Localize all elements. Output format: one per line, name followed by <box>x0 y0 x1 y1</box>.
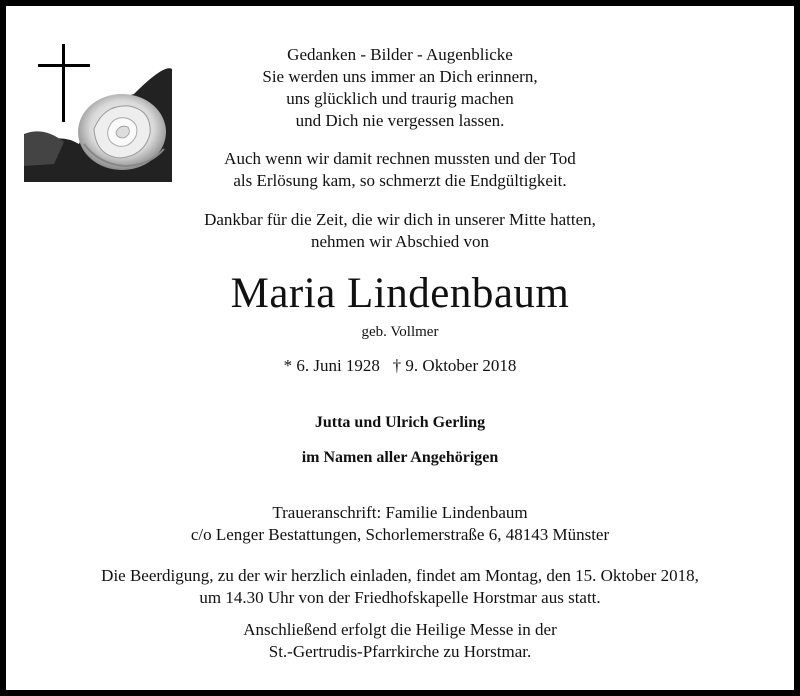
verse-line: und Dich nie vergessen lassen. <box>295 111 505 130</box>
mourners-on-behalf: im Namen aller Angehörigen <box>301 449 499 466</box>
address-line: Traueranschrift: Familie Lindenbaum <box>272 503 528 522</box>
verse-line: Gedanken - Bilder - Augenblicke <box>287 45 513 64</box>
text-line: Auch wenn wir damit rechnen mussten und der Tod <box>224 149 576 168</box>
funeral-line: um 14.30 Uhr von der Friedhofskapelle Horstmar aus statt. <box>199 588 601 607</box>
text-line: als Erlösung kam, so schmerzt die Endgültigkeit. <box>233 171 567 190</box>
text-line: nehmen wir Abschied von <box>311 232 489 251</box>
deceased-name: Maria Lindenbaum <box>230 270 570 317</box>
mass-line: Anschließend erfolgt die Heilige Messe in der <box>243 620 557 639</box>
text-line: Dankbar für die Zeit, die wir dich in unserer Mitte hatten, <box>204 210 596 229</box>
maiden-name: geb. Vollmer <box>361 324 439 340</box>
life-dates: * 6. Juni 1928 † 9. Oktober 2018 <box>283 356 517 375</box>
address-line: c/o Lenger Bestattungen, Schorlemerstraße 6, 48143 Münster <box>190 525 610 544</box>
mass-line: St.-Gertrudis-Pfarrkirche zu Horstmar. <box>268 642 532 661</box>
verse-line: Sie werden uns immer an Dich erinnern, <box>262 67 538 86</box>
mourner-names: Jutta und Ulrich Gerling <box>314 414 486 431</box>
funeral-line: Die Beerdigung, zu der wir herzlich einladen, findet am Montag, den 15. Oktober 2018, <box>101 566 699 585</box>
verse-line: uns glücklich und traurig machen <box>286 89 514 108</box>
